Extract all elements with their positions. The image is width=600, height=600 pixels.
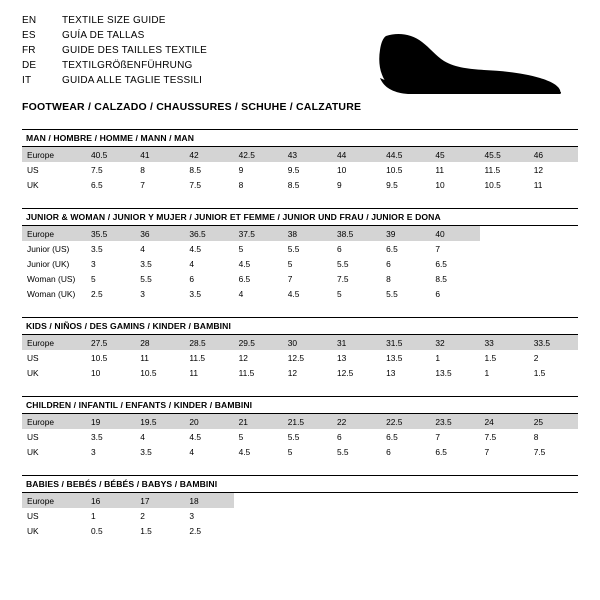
cell: 5.5 xyxy=(287,431,300,442)
table-row xyxy=(22,429,578,444)
cell: 4 xyxy=(189,258,195,269)
row-label: US xyxy=(27,431,39,442)
cell: 39 xyxy=(381,226,430,241)
cell xyxy=(480,286,529,301)
cell xyxy=(480,226,529,241)
cell: 11.5 xyxy=(189,352,206,363)
table-row xyxy=(22,256,578,271)
cell: 43 xyxy=(283,147,332,162)
section-man xyxy=(22,129,578,192)
cell: 6 xyxy=(435,288,440,299)
cell: 1 xyxy=(484,367,490,378)
cell: 7 xyxy=(140,179,145,190)
table-row xyxy=(22,226,578,241)
cell: 10.5 xyxy=(484,179,501,190)
cell: 7 xyxy=(287,273,293,284)
cell: 31.5 xyxy=(381,335,430,350)
cell: 28 xyxy=(135,335,184,350)
cell: 6 xyxy=(386,258,391,269)
cell: 4 xyxy=(140,431,145,442)
table-row xyxy=(22,493,578,508)
cell: 41 xyxy=(135,147,184,162)
cell: 2.5 xyxy=(91,288,103,299)
cell: 7.5 xyxy=(189,179,202,190)
cell: 7.5 xyxy=(484,431,497,442)
cell: 11 xyxy=(533,179,543,190)
cell xyxy=(480,271,529,286)
cell xyxy=(529,241,578,256)
cell: 6.5 xyxy=(435,258,447,269)
cell: 4 xyxy=(189,446,195,457)
cell: 5.5 xyxy=(140,273,152,284)
cell: 42 xyxy=(184,147,233,162)
cell: 9 xyxy=(238,164,244,175)
cell: 21 xyxy=(234,414,283,429)
section-title: KIDS / NIÑOS / DES GAMINS / KINDER / BAMBINI xyxy=(22,317,578,335)
cell: 7.5 xyxy=(336,273,349,284)
cell: 11.5 xyxy=(484,164,501,175)
row-label: Junior (UK) xyxy=(27,258,70,269)
cell xyxy=(529,523,578,538)
cell: 13 xyxy=(386,367,396,378)
row-label: UK xyxy=(27,367,39,378)
cell: 44.5 xyxy=(381,147,430,162)
cell: 5 xyxy=(238,243,244,254)
cell: 5 xyxy=(287,446,293,457)
cell: 5.5 xyxy=(336,258,349,269)
row-label: Woman (US) xyxy=(27,273,76,284)
cell: 4.5 xyxy=(238,446,251,457)
cell: 19.5 xyxy=(135,414,184,429)
cell: 8 xyxy=(238,179,244,190)
cell xyxy=(332,493,381,508)
cell xyxy=(283,493,332,508)
cell: 13 xyxy=(336,352,347,363)
cell: 6 xyxy=(336,243,342,254)
cell: 3 xyxy=(91,446,96,457)
cell: 36.5 xyxy=(184,226,233,241)
row-label: UK xyxy=(27,446,39,457)
row-label: Junior (US) xyxy=(27,243,70,254)
cell xyxy=(430,508,479,523)
language-code: EN xyxy=(22,15,37,26)
cell xyxy=(234,493,283,508)
section-title: MAN / HOMBRE / HOMME / MANN / MAN xyxy=(22,129,578,147)
cell: 12.5 xyxy=(287,352,305,363)
row-label: Europe xyxy=(22,335,86,350)
cell: 6.5 xyxy=(238,273,251,284)
cell: 2 xyxy=(140,510,145,521)
section-title: BABIES / BEBÉS / BÉBÉS / BABYS / BAMBINI xyxy=(22,475,578,493)
cell: 1.5 xyxy=(140,525,152,536)
cell: 6 xyxy=(336,431,342,442)
section-babies xyxy=(22,475,578,538)
cell xyxy=(430,523,479,538)
cell xyxy=(430,493,479,508)
table-row xyxy=(22,414,578,429)
cell: 11.5 xyxy=(238,367,255,378)
footwear-category-title: FOOTWEAR / CALZADO / CHAUSSURES / SCHUHE / CALZATURE xyxy=(22,101,362,113)
cell: 7 xyxy=(484,446,490,457)
row-label: Europe xyxy=(22,414,86,429)
cell xyxy=(480,493,529,508)
cell: 44 xyxy=(332,147,381,162)
row-label: US xyxy=(27,510,39,521)
row-label: Europe xyxy=(22,226,86,241)
cell: 4.5 xyxy=(238,258,251,269)
cell: 36 xyxy=(135,226,184,241)
cell: 33 xyxy=(480,335,529,350)
cell: 38 xyxy=(283,226,332,241)
cell xyxy=(234,508,283,523)
cell xyxy=(381,508,430,523)
language-code: FR xyxy=(22,45,36,56)
cell: 5 xyxy=(91,273,96,284)
cell: 11 xyxy=(189,367,199,378)
cell: 5 xyxy=(336,288,342,299)
table-row xyxy=(22,335,578,350)
cell: 1 xyxy=(435,352,440,363)
row-label: UK xyxy=(27,525,39,536)
section-title: JUNIOR & WOMAN / JUNIOR Y MUJER / JUNIOR ET FEMME / JUNIOR UND FRAU / JUNIOR E DONA xyxy=(22,208,578,226)
cell xyxy=(332,508,381,523)
cell: 27.5 xyxy=(86,335,135,350)
cell: 37.5 xyxy=(234,226,283,241)
cell: 40.5 xyxy=(86,147,135,162)
cell xyxy=(529,271,578,286)
language-row xyxy=(22,14,578,27)
cell xyxy=(529,256,578,271)
cell: 10 xyxy=(435,179,445,190)
cell xyxy=(529,493,578,508)
cell xyxy=(381,523,430,538)
cell: 6.5 xyxy=(435,446,447,457)
table-row xyxy=(22,162,578,177)
cell: 1 xyxy=(91,510,96,521)
cell: 6 xyxy=(386,446,391,457)
table-row xyxy=(22,365,578,380)
table-row xyxy=(22,177,578,192)
cell: 45.5 xyxy=(480,147,529,162)
cell: 3 xyxy=(140,288,145,299)
document-header xyxy=(22,14,578,87)
size-table xyxy=(22,493,578,538)
cell: 22 xyxy=(332,414,381,429)
cell: 4.5 xyxy=(189,243,202,254)
cell xyxy=(529,286,578,301)
language-code: IT xyxy=(22,75,32,86)
cell: 7 xyxy=(435,431,440,442)
cell: 5 xyxy=(238,431,244,442)
cell: 38.5 xyxy=(332,226,381,241)
cell xyxy=(332,523,381,538)
cell: 19 xyxy=(86,414,135,429)
cell: 4.5 xyxy=(189,431,202,442)
cell: 9.5 xyxy=(287,164,300,175)
cell: 10 xyxy=(336,164,347,175)
cell xyxy=(529,508,578,523)
language-title: GUÍA DE TALLAS xyxy=(62,30,145,41)
cell xyxy=(480,508,529,523)
cell: 21.5 xyxy=(283,414,332,429)
size-table xyxy=(22,226,578,301)
language-title: GUIDE DES TAILLES TEXTILE xyxy=(62,45,208,56)
section-title: CHILDREN / INFANTIL / ENFANTS / KINDER / BAMBINI xyxy=(22,396,578,414)
section-kids xyxy=(22,317,578,380)
section-junior-woman xyxy=(22,208,578,301)
table-row xyxy=(22,523,578,538)
cell: 7.5 xyxy=(533,446,546,457)
language-title: TEXTILGRÖßENFÜHRUNG xyxy=(62,60,193,71)
size-table xyxy=(22,335,578,380)
cell: 23.5 xyxy=(430,414,479,429)
row-label: Europe xyxy=(22,493,86,508)
cell: 3.5 xyxy=(140,258,152,269)
cell: 12 xyxy=(238,352,248,363)
cell: 3.5 xyxy=(91,243,103,254)
cell: 29.5 xyxy=(234,335,283,350)
dress-shoe-icon xyxy=(378,28,568,98)
cell: 10 xyxy=(91,367,101,378)
cell: 8 xyxy=(533,431,539,442)
cell: 33.5 xyxy=(529,335,578,350)
cell: 18 xyxy=(184,493,233,508)
row-label: Woman (UK) xyxy=(27,288,76,299)
table-row xyxy=(22,444,578,459)
cell: 8 xyxy=(386,273,391,284)
cell: 8.5 xyxy=(435,273,447,284)
cell: 46 xyxy=(529,147,578,162)
cell: 5.5 xyxy=(336,446,349,457)
cell: 24 xyxy=(480,414,529,429)
cell: 42.5 xyxy=(234,147,283,162)
cell: 28.5 xyxy=(184,335,233,350)
table-row xyxy=(22,271,578,286)
cell: 4 xyxy=(238,288,244,299)
cell: 2.5 xyxy=(189,525,202,536)
cell: 11 xyxy=(140,352,149,363)
cell: 32 xyxy=(430,335,479,350)
cell xyxy=(480,241,529,256)
cell xyxy=(234,523,283,538)
cell: 5.5 xyxy=(386,288,398,299)
cell: 11 xyxy=(435,164,445,175)
cell: 12 xyxy=(287,367,298,378)
language-title: GUIDA ALLE TAGLIE TESSILI xyxy=(62,75,203,86)
cell xyxy=(480,256,529,271)
row-label: Europe xyxy=(22,147,86,162)
cell: 13.5 xyxy=(386,352,403,363)
table-row xyxy=(22,241,578,256)
cell: 8 xyxy=(140,164,145,175)
cell: 40 xyxy=(430,226,479,241)
size-table xyxy=(22,414,578,459)
table-row xyxy=(22,286,578,301)
cell: 6.5 xyxy=(91,179,103,190)
cell: 3 xyxy=(91,258,96,269)
cell: 6.5 xyxy=(386,431,398,442)
cell: 9 xyxy=(336,179,342,190)
cell xyxy=(480,523,529,538)
cell: 1.5 xyxy=(533,367,546,378)
cell: 2 xyxy=(533,352,539,363)
cell: 16 xyxy=(86,493,135,508)
cell: 9.5 xyxy=(386,179,398,190)
cell xyxy=(529,226,578,241)
cell: 5.5 xyxy=(287,243,300,254)
language-title: TEXTILE SIZE GUIDE xyxy=(62,15,166,26)
cell: 8.5 xyxy=(287,179,300,190)
cell xyxy=(283,523,332,538)
cell: 6.5 xyxy=(386,243,398,254)
language-code: DE xyxy=(22,60,37,71)
table-row xyxy=(22,350,578,365)
cell: 4.5 xyxy=(287,288,300,299)
cell xyxy=(283,508,332,523)
cell: 17 xyxy=(135,493,184,508)
cell: 8.5 xyxy=(189,164,202,175)
cell: 5 xyxy=(287,258,293,269)
cell: 7 xyxy=(435,243,440,254)
cell: 3.5 xyxy=(91,431,103,442)
cell: 13.5 xyxy=(435,367,452,378)
cell: 35.5 xyxy=(86,226,135,241)
cell: 6 xyxy=(189,273,195,284)
row-label: UK xyxy=(27,179,39,190)
table-row xyxy=(22,147,578,162)
cell: 20 xyxy=(184,414,233,429)
row-label: US xyxy=(27,164,39,175)
cell: 3 xyxy=(189,510,195,521)
cell: 3.5 xyxy=(189,288,202,299)
row-label: US xyxy=(27,352,39,363)
cell: 12.5 xyxy=(336,367,354,378)
cell: 30 xyxy=(283,335,332,350)
cell: 22.5 xyxy=(381,414,430,429)
section-children xyxy=(22,396,578,459)
cell: 10.5 xyxy=(386,164,403,175)
size-table xyxy=(22,147,578,192)
cell: 3.5 xyxy=(140,446,152,457)
cell: 1.5 xyxy=(484,352,497,363)
cell: 7.5 xyxy=(91,164,103,175)
cell: 10.5 xyxy=(140,367,157,378)
cell: 31 xyxy=(332,335,381,350)
table-row xyxy=(22,508,578,523)
cell: 12 xyxy=(533,164,544,175)
cell: 4 xyxy=(140,243,145,254)
cell xyxy=(381,493,430,508)
cell: 0.5 xyxy=(91,525,103,536)
language-code: ES xyxy=(22,30,36,41)
cell: 45 xyxy=(430,147,479,162)
cell: 25 xyxy=(529,414,578,429)
cell: 10.5 xyxy=(91,352,108,363)
